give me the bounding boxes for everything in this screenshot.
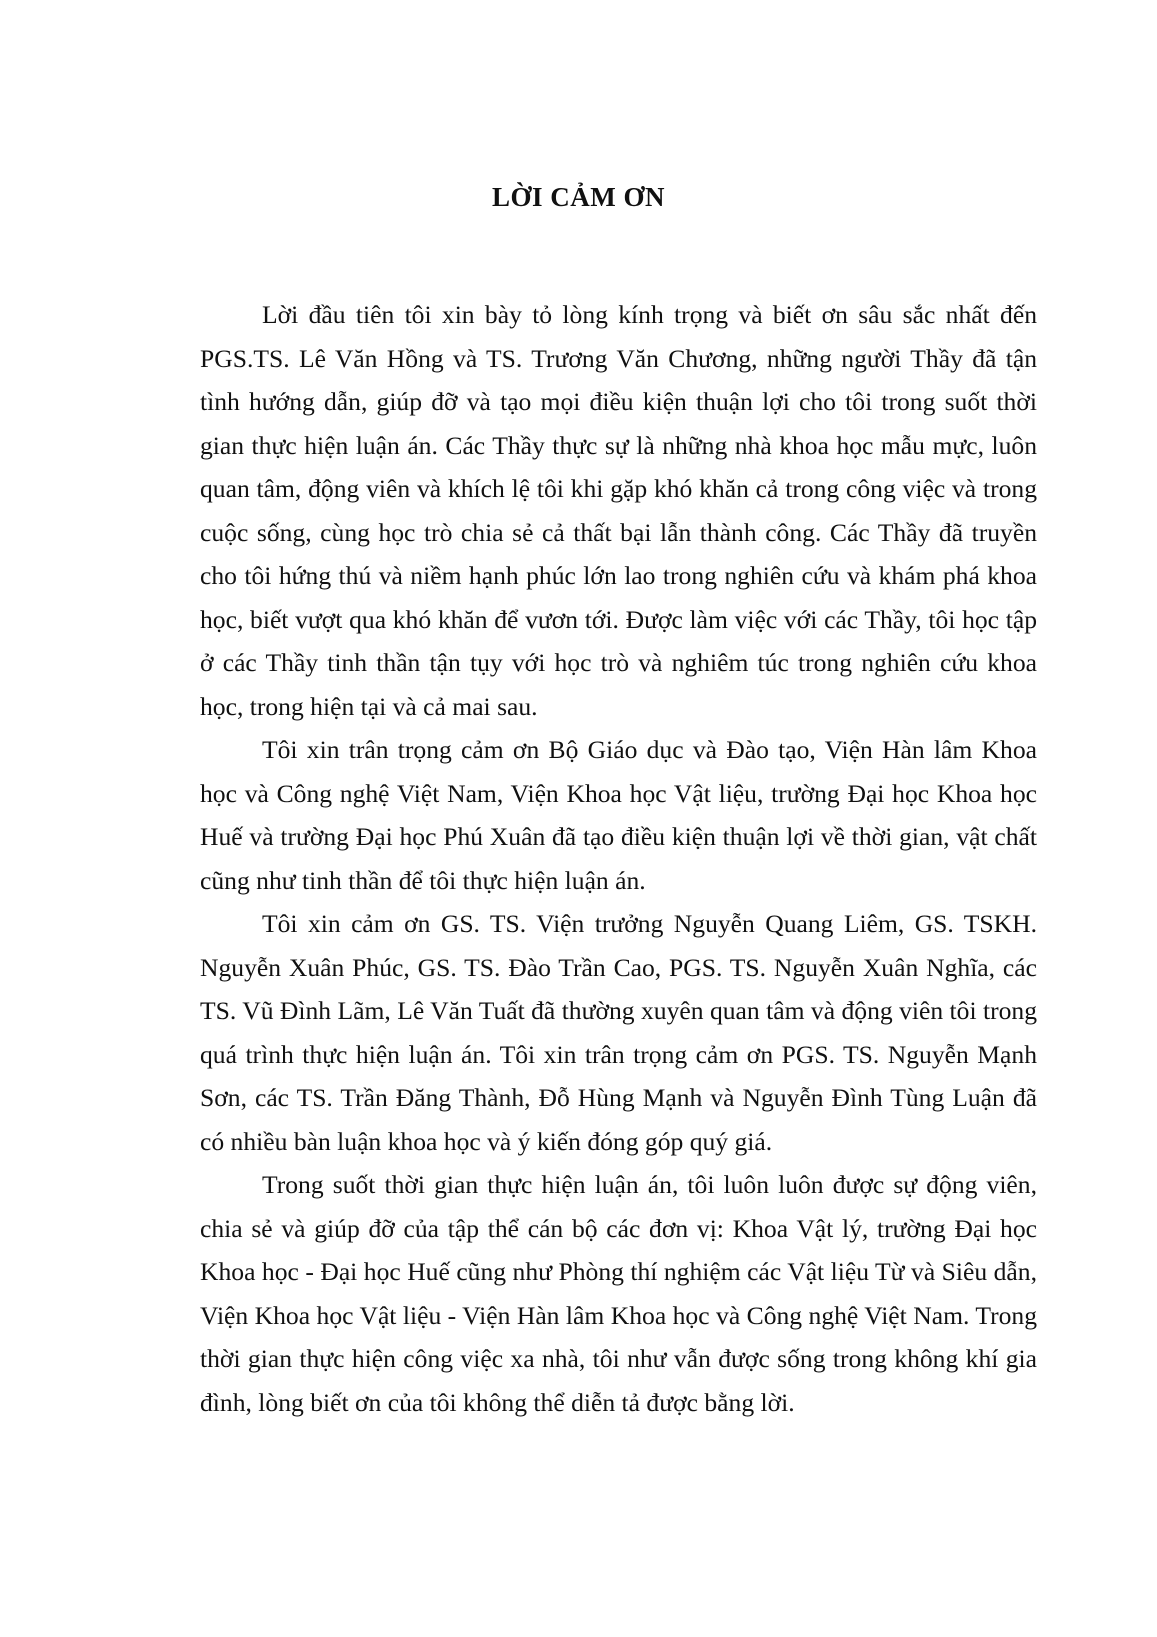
- document-body: [200, 293, 1037, 1424]
- page-title: LỜI CẢM ƠN: [492, 182, 665, 212]
- paragraph-1: Lời đầu tiên tôi xin bày tỏ lòng kính trọng và biết ơn sâu sắc nhất đến PGS.TS. Lê Văn Hồng và TS. Trương Văn Chương, những người Thầy đã tận tình hướng dẫn, giúp đỡ và tạo mọi điều kiện thuận lợi cho tôi trong suốt thời gian thực hiện luận án. Các Thầy thực sự là những nhà khoa học mẫu mực, luôn quan tâm, động viên và khích lệ tôi khi gặp khó khăn cả trong công việc và trong cuộc sống, cùng học trò chia sẻ cả thất bại lẫn thành công. Các Thầy đã truyền cho tôi hứng thú và niềm hạnh phúc lớn lao trong nghiên cứu và khám phá khoa học, biết vượt qua khó khăn để vươn tới. Được làm việc với các Thầy, tôi học tập ở các Thầy tinh thần tận tụy với học trò và nghiêm túc trong nghiên cứu khoa học, trong hiện tại và cả mai sau.: [200, 300, 1037, 721]
- paragraph-4: Trong suốt thời gian thực hiện luận án, tôi luôn luôn được sự động viên, chia sẻ và giúp đỡ của tập thể cán bộ các đơn vị: Khoa Vật lý, trường Đại học Khoa học - Đại học Huế cũng như Phòng thí nghiệm các Vật liệu Từ và Siêu dẫn, Viện Khoa học Vật liệu - Viện Hàn lâm Khoa học và Công nghệ Việt Nam. Trong thời gian thực hiện công việc xa nhà, tôi như vẫn được sống trong không khí gia đình, lòng biết ơn của tôi không thể diễn tả được bằng lời.: [200, 1170, 1037, 1417]
- paragraph-3: Tôi xin cảm ơn GS. TS. Viện trưởng Nguyễn Quang Liêm, GS. TSKH. Nguyễn Xuân Phúc, GS. TS. Đào Trần Cao, PGS. TS. Nguyễn Xuân Nghĩa, các TS. Vũ Đình Lãm, Lê Văn Tuất đã thường xuyên quan tâm và động viên tôi trong quá trình thực hiện luận án. Tôi xin trân trọng cảm ơn PGS. TS. Nguyễn Mạnh Sơn, các TS. Trần Đăng Thành, Đỗ Hùng Mạnh và Nguyễn Đình Tùng Luận đã có nhiều bàn luận khoa học và ý kiến đóng góp quý giá.: [200, 909, 1037, 1156]
- paragraph-2: Tôi xin trân trọng cảm ơn Bộ Giáo dục và Đào tạo, Viện Hàn lâm Khoa học và Công nghệ Việt Nam, Viện Khoa học Vật liệu, trường Đại học Khoa học Huế và trường Đại học Phú Xuân đã tạo điều kiện thuận lợi về thời gian, vật chất cũng như tinh thần để tôi thực hiện luận án.: [200, 735, 1037, 895]
